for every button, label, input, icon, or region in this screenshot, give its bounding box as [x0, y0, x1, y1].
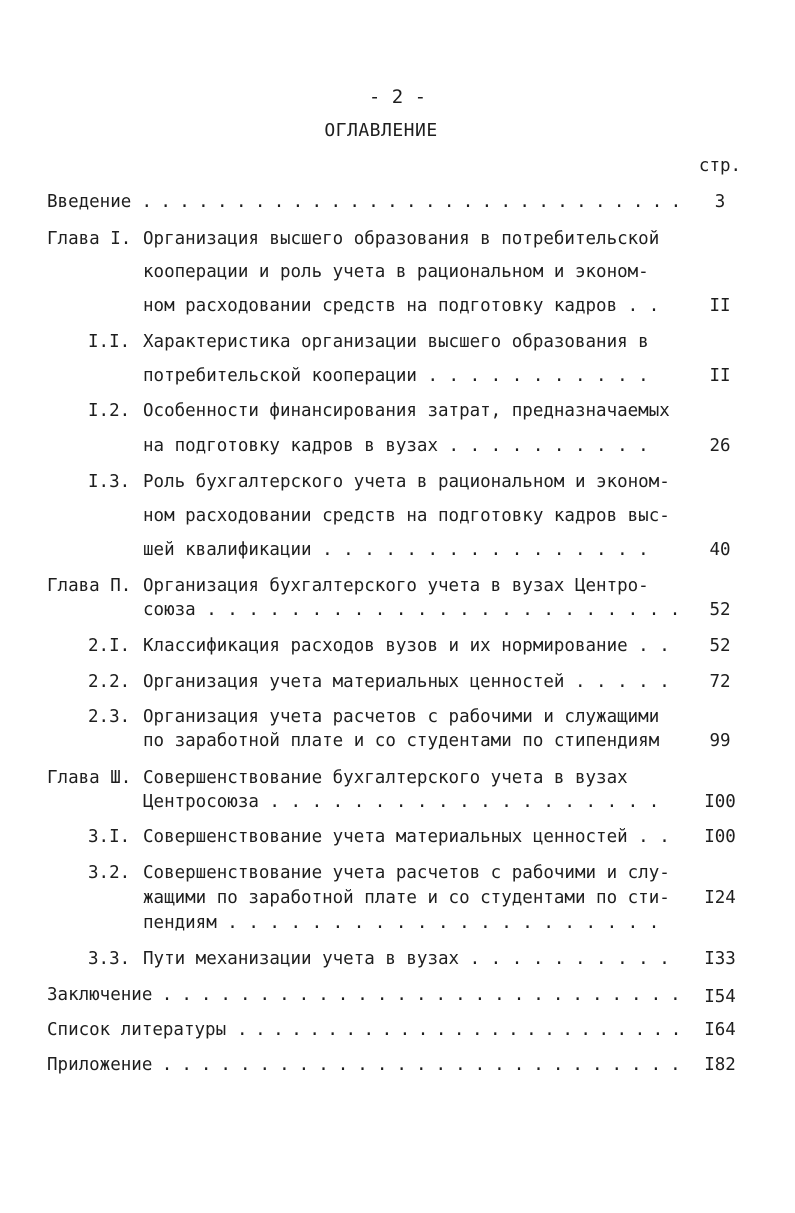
entry-text-line: кооперации и роль учета в рациональном и эконом- — [143, 262, 649, 282]
entry-label: Глава Ш. — [47, 768, 132, 788]
page-column-header: стр. — [698, 156, 742, 176]
entry-label: Приложение — [47, 1055, 153, 1075]
entry-text-line: союза . . . . . . . . . . . . . . . . . . . . . . . — [143, 600, 681, 620]
entry-leader: . . . . . . . . . . . . . . . . . . . . . . . . . . . — [152, 985, 680, 1005]
entry-text-line: Организация высшего образования в потребительской — [143, 229, 660, 249]
entry-page: II — [709, 296, 731, 316]
entry-page: I00 — [704, 827, 736, 847]
entry-text-line: Характеристика организации высшего образования в — [143, 332, 649, 352]
entry-label: Введение — [47, 192, 132, 212]
entry-label: 2.I. — [88, 636, 131, 656]
entry-text-line: Организация учета материальных ценностей . . . . . — [143, 672, 670, 692]
entry-page: I24 — [704, 888, 736, 908]
entry-label: 2.2. — [88, 672, 131, 692]
entry-page: I64 — [704, 1020, 736, 1040]
entry-text-line: Центросоюза . . . . . . . . . . . . . . . . . . . — [143, 792, 660, 812]
entry-text-line: Совершенствование учета расчетов с рабочими и слу- — [143, 863, 670, 883]
entry-page: I82 — [704, 1055, 736, 1075]
entry-text-line: Роль бухгалтерского учета в рациональном и эконом- — [143, 472, 670, 492]
entry-text-line: на подготовку кадров в вузах . . . . . . . . . . — [143, 436, 649, 456]
entry-text-line: Совершенствование учета материальных ценностей . . — [143, 827, 670, 847]
page-number: - 2 - — [368, 86, 427, 108]
entry-text-line: жащими по заработной плате и со студентами по сти- — [143, 888, 670, 908]
entry-text-line: Совершенствование бухгалтерского учета в вузах — [143, 768, 628, 788]
entry-page: 26 — [709, 436, 731, 456]
entry-page: I54 — [704, 987, 736, 1007]
entry-label: Глава П. — [47, 576, 132, 596]
entry-label: 3.2. — [88, 863, 131, 883]
entry-page: 52 — [709, 636, 731, 656]
entry-label: I.2. — [88, 401, 131, 421]
entry-page: I33 — [704, 949, 736, 969]
entry-text-line: Организация бухгалтерского учета в вузах Центро- — [143, 576, 649, 596]
entry-text-line: Особенности финансирования затрат, предназначаемых — [143, 401, 670, 421]
entry-text-line: Пути механизации учета в вузах . . . . . . . . . . — [143, 949, 670, 969]
entry-label: Список литературы — [47, 1020, 227, 1040]
entry-text-line: Организация учета расчетов с рабочими и служащими — [143, 707, 660, 727]
page-title: ОГЛАВЛЕНИЕ — [324, 120, 438, 141]
entry-page: 3 — [714, 192, 726, 212]
entry-label: 3.3. — [88, 949, 131, 969]
entry-page: 99 — [709, 731, 731, 751]
entry-label: I.I. — [88, 332, 131, 352]
entry-label: 3.I. — [88, 827, 131, 847]
entry-label: 2.3. — [88, 707, 131, 727]
entry-leader: . . . . . . . . . . . . . . . . . . . . . . . . . . . — [152, 1055, 680, 1075]
entry-label: Глава I. — [47, 229, 132, 249]
entry-text-line: шей квалификации . . . . . . . . . . . . . . . . — [143, 540, 649, 560]
entry-page: 40 — [709, 540, 731, 560]
entry-page: 72 — [709, 672, 731, 692]
entry-leader: . . . . . . . . . . . . . . . . . . . . . . . . . — [228, 1020, 680, 1040]
entry-text-line: потребительской кооперации . . . . . . . . . . . — [143, 366, 649, 386]
entry-label: Заключение — [47, 985, 153, 1005]
entry-page: I00 — [704, 792, 736, 812]
entry-text-line: ном расходовании средств на подготовку кадров выс- — [143, 506, 670, 526]
entry-label: I.3. — [88, 472, 131, 492]
entry-text-line: пендиям . . . . . . . . . . . . . . . . . . . . . — [143, 913, 660, 933]
entry-text-line: по заработной плате и со студентами по стипендиям — [143, 731, 660, 751]
entry-text-line: ном расходовании средств на подготовку кадров . . — [143, 296, 660, 316]
entry-page: 52 — [709, 600, 731, 620]
entry-text-line: Классификация расходов вузов и их нормирование . . — [143, 636, 670, 656]
entry-leader: . . . . . . . . . . . . . . . . . . . . . . . . . . . . . — [132, 192, 681, 212]
entry-page: II — [709, 366, 731, 386]
